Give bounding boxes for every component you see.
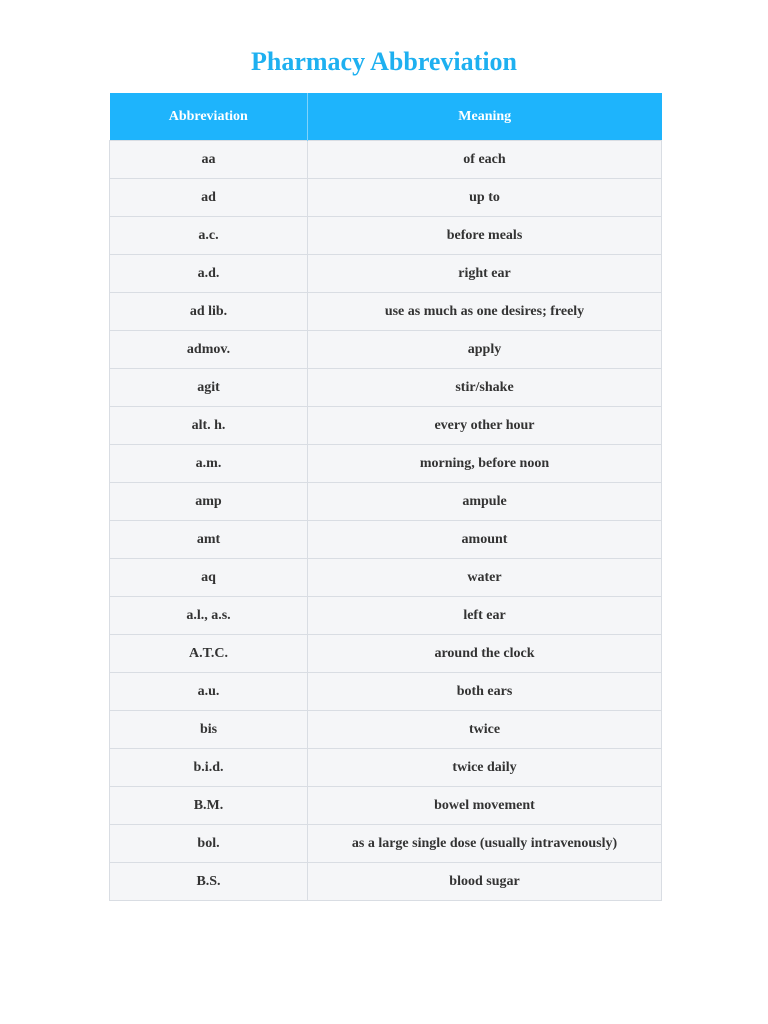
meaning-cell: twice [308,711,662,749]
meaning-cell: morning, before noon [308,445,662,483]
abbreviation-cell: a.l., a.s. [110,597,308,635]
table-row [110,559,662,597]
table-row [110,255,662,293]
meaning-cell: right ear [308,255,662,293]
meaning-cell: amount [308,521,662,559]
table-row [110,597,662,635]
table-header-row [110,93,662,141]
abbreviation-cell: alt. h. [110,407,308,445]
meaning-cell: both ears [308,673,662,711]
abbreviation-cell: aa [110,141,308,179]
meaning-cell: around the clock [308,635,662,673]
abbreviation-cell: ad [110,179,308,217]
column-header-abbreviation: Abbreviation [110,93,308,141]
table-body [110,141,662,901]
meaning-cell: blood sugar [308,863,662,901]
table-row [110,635,662,673]
meaning-cell: stir/shake [308,369,662,407]
table-row [110,331,662,369]
meaning-cell: as a large single dose (usually intravenously) [308,825,662,863]
table-row [110,445,662,483]
abbreviation-cell: bis [110,711,308,749]
meaning-cell: every other hour [308,407,662,445]
table-row [110,293,662,331]
meaning-cell: water [308,559,662,597]
abbreviation-cell: B.M. [110,787,308,825]
abbreviation-cell: a.m. [110,445,308,483]
abbreviation-cell: amt [110,521,308,559]
table-row [110,483,662,521]
meaning-cell: apply [308,331,662,369]
abbreviation-cell: ad lib. [110,293,308,331]
abbreviation-cell: a.u. [110,673,308,711]
abbreviation-cell: agit [110,369,308,407]
table-row [110,825,662,863]
meaning-cell: twice daily [308,749,662,787]
table-row [110,787,662,825]
abbreviation-cell: a.d. [110,255,308,293]
abbreviation-cell: aq [110,559,308,597]
abbreviation-table [109,93,662,901]
table-row [110,711,662,749]
table-row [110,179,662,217]
table-row [110,521,662,559]
page-title: Pharmacy Abbreviation [250,47,518,76]
abbreviation-cell: a.c. [110,217,308,255]
meaning-cell: use as much as one desires; freely [308,293,662,331]
table-row [110,141,662,179]
abbreviation-cell: b.i.d. [110,749,308,787]
meaning-cell: ampule [308,483,662,521]
meaning-cell: of each [308,141,662,179]
table-row [110,217,662,255]
table-row [110,369,662,407]
meaning-cell: up to [308,179,662,217]
meaning-cell: before meals [308,217,662,255]
meaning-cell: left ear [308,597,662,635]
abbreviation-cell: B.S. [110,863,308,901]
table-row [110,863,662,901]
abbreviation-cell: bol. [110,825,308,863]
meaning-cell: bowel movement [308,787,662,825]
column-header-meaning: Meaning [308,93,662,141]
table-row [110,749,662,787]
abbreviation-cell: amp [110,483,308,521]
table-row [110,673,662,711]
abbreviation-cell: admov. [110,331,308,369]
abbreviation-cell: A.T.C. [110,635,308,673]
table-row [110,407,662,445]
